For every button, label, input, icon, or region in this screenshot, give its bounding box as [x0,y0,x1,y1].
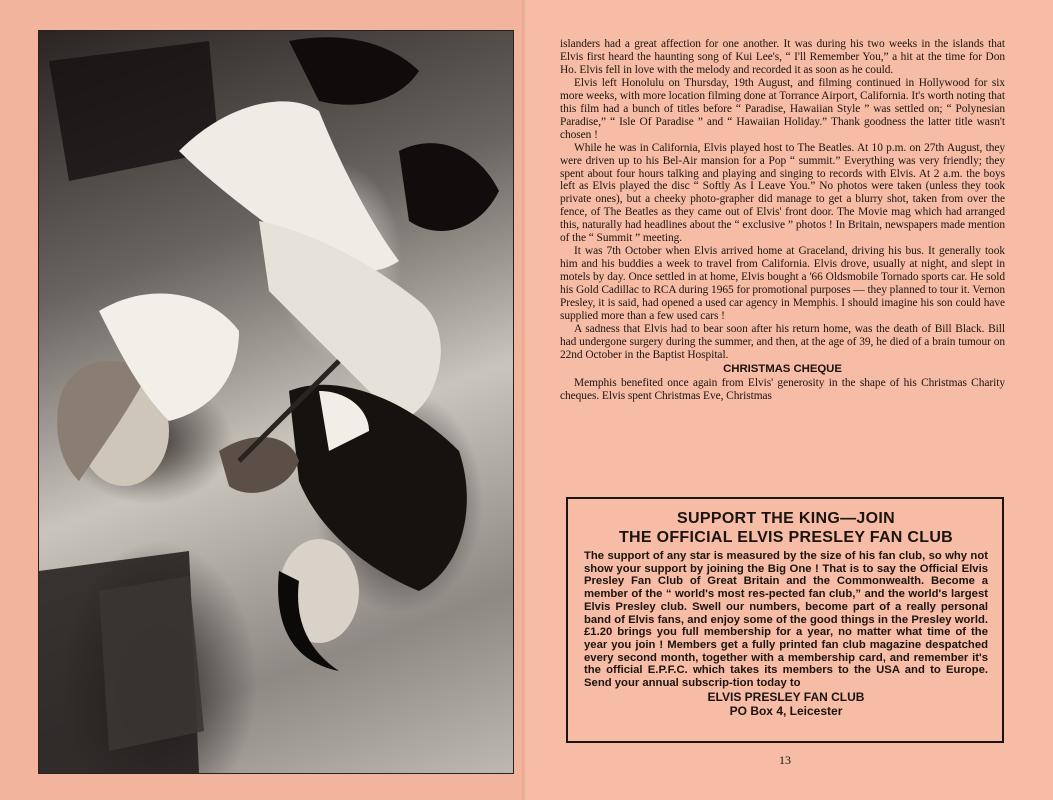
advert-title-line-2: THE OFFICIAL ELVIS PRESLEY FAN CLUB [618,529,954,546]
article-paragraph: While he was in California, Elvis played host to The Beatles. At 10 p.m. on 27th August, they were driven up to his Bel-Air mansion for a Pop “ summit.” Everything was very friendly; they spent about four hours talking and playing and singing to records with Elvis. At 2 a.m. the boys left as Elvis played the disc “ Softly As I Leave You.” No photos were taken (unless they took private ones), but a cheeky photo-grapher did manage to get a blurry shot, taken from over the fence, of The Beatles as they came out of Elvis' front door. The Movie mag which had arranged this, naturally had headlines about the “ exclusive ” photos ! In Britain, newspapers made mention of the “ Summit ” meeting. [560,141,1005,245]
photo-illustration [39,31,513,773]
article-paragraph: islanders had a great affection for one another. It was during his two weeks in the islands that Elvis first heard the haunting song of Kui Lee's, “ I'll Remember You,” a hit at the time for Don Ho. Elvis fell in love with the melody and recorded it as soon as he could. [560,38,1005,76]
article-paragraph: Elvis left Honolulu on Thursday, 19th August, and filming continued in Hollywood for six more weeks, with more location filming done at Torrance Airport, California. It's worth noting that this film had a bunch of titles before “ Paradise, Hawaiian Style ” was settled on; “ Polynesian Paradise,” “ Isle Of Paradise ” and “ Hawaiian Holiday.” Thank goodness the latter title wasn't chosen ! [560,76,1005,141]
advert-address-line-2: PO Box 4, Leicester [729,703,843,718]
section-subheading: CHRISTMAS CHEQUE [723,362,842,375]
advert-body: The support of any star is measured by the size of his fan club, so why not show your support by joining the Big One ! That is to say the Official Elvis Presley Fan Club of Great Britain and the Commonwealth. Become a member of the “ world's most res-pected fan club,” and the world's largest Elvis Presley club. Swell our numbers, become part of a really personal band of Elvis fans, and enjoy some of the good things in the Presley world. £1.20 brings you full membership for a year, no matter what time of the year you join ! Members get a fully printed fan club magazine despatched every second month, together with a membership card, and remember it's the official E.P.F.C. which takes its members to the USA and to Europe. Send your annual subscrip-tion today to [584,550,988,690]
fan-club-advert [566,497,1004,743]
article-paragraph: A sadness that Elvis had to bear soon after his return home, was the death of Bill Black. Bill had undergone surgery during the summer, and then, at the age of 39, he died of a brain tumour on 22nd October in the Baptist Hospital. [560,322,1005,361]
page-number: 13 [779,753,791,767]
article-column [560,38,1005,403]
article-paragraph: Memphis benefited once again from Elvis' generosity in the shape of his Christmas Charity cheques. Elvis spent Christmas Eve, Christmas [560,376,1005,402]
advert-title-line-1: SUPPORT THE KING—JOIN [677,510,895,527]
article-paragraph: It was 7th October when Elvis arrived home at Graceland, driving his bus. It generally took him and his buddies a week to travel from California. Elvis drove, usually at night, and slept in motels by day. Once settled in at home, Elvis bought a '66 Oldsmobile Tornado sports car. He sold his Gold Cadillac to RCA during 1965 for promotional purposes — they planned to tour it. Vernon Presley, it is said, had opened a used car agency in Memphis. I should imagine his son could have supplied more than a few used cars ! [560,245,1005,323]
advert-address-line-1: ELVIS PRESLEY FAN CLUB [707,689,865,704]
elvis-photo [38,30,514,774]
